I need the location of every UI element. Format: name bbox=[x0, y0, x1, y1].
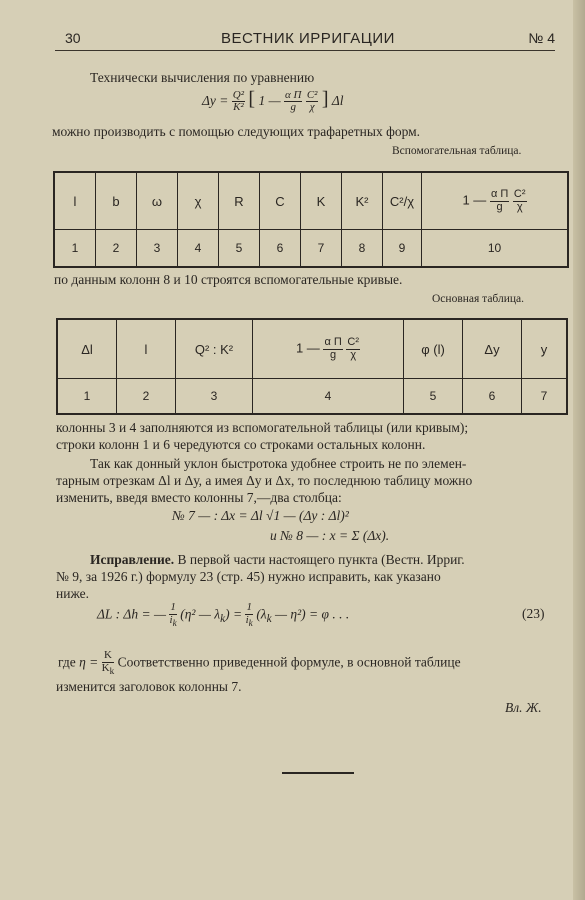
eta-note: Соответственно приведенной формуле, в основной таблице bbox=[117, 654, 461, 670]
correction-line1 bbox=[90, 552, 465, 568]
main-col-number: 5 bbox=[404, 379, 463, 415]
main-col-number: 3 bbox=[176, 379, 253, 415]
main-col-header: φ (l) bbox=[404, 319, 463, 379]
main-col4-prefix: 1 — bbox=[295, 340, 320, 356]
main-col-header: Δy bbox=[463, 319, 522, 379]
final-line: изменится заголовок колонны 7. bbox=[56, 679, 242, 694]
para1-line2: строки колонн 1 и 6 чередуются со строками остальных колонн. bbox=[56, 437, 426, 452]
main-col-header: y bbox=[522, 319, 568, 379]
main-col-number: 4 bbox=[253, 379, 404, 415]
aux-col-number: 10 bbox=[422, 230, 569, 268]
aux-col-header: K² bbox=[342, 172, 383, 230]
issue-number: № 4 bbox=[528, 30, 555, 46]
main-col-header: l bbox=[117, 319, 176, 379]
formula-col8: и № 8 — : x = Σ (Δx). bbox=[270, 528, 390, 543]
aux-col-number: 1 bbox=[54, 230, 96, 268]
aux-col-number: 9 bbox=[383, 230, 422, 268]
aux-col-header: R bbox=[219, 172, 260, 230]
aux-col-number: 7 bbox=[301, 230, 342, 268]
aux-number-row bbox=[54, 230, 568, 268]
correction-line1-text: В первой части настоящего пункта (Вестн. Ирриг. bbox=[174, 552, 465, 567]
aux-col-number: 8 bbox=[342, 230, 383, 268]
formula-col7: № 7 — : Δx = Δl √1 — (Δy : Δl)² bbox=[172, 508, 349, 523]
aux-col-header-10: 1 — $\frac{\text{α Π}}{g}$ $\frac{\text{C²}}{\chi}$ bbox=[422, 172, 569, 230]
main-col-header: Δl bbox=[57, 319, 117, 379]
aux-col-number: 3 bbox=[137, 230, 178, 268]
aux-col-header: K bbox=[301, 172, 342, 230]
after-aux-line: по данным колонн 8 и 10 строятся вспомогательные кривые. bbox=[54, 272, 403, 287]
correction-line3: ниже. bbox=[56, 586, 89, 601]
para2-line1: Так как донный уклон быстротока удобнее строить не по элемен- bbox=[90, 456, 467, 471]
main-col-number: 1 bbox=[57, 379, 117, 415]
correction-heading: Исправление. bbox=[90, 552, 175, 567]
aux-col-header: ω bbox=[137, 172, 178, 230]
para1-line1: колонны 3 и 4 заполняются из вспомогательной таблицы (или кривым); bbox=[56, 420, 469, 435]
aux-col-number: 2 bbox=[96, 230, 137, 268]
running-header bbox=[55, 28, 555, 51]
aux-col-number: 6 bbox=[260, 230, 301, 268]
auxiliary-table bbox=[53, 171, 569, 268]
main-col-number: 2 bbox=[117, 379, 176, 415]
main-table-caption: Основная таблица. bbox=[432, 293, 525, 305]
aux-col-header: b bbox=[96, 172, 137, 230]
aux-col-number: 5 bbox=[219, 230, 260, 268]
correction-line2: № 9, за 1926 г.) формулу 23 (стр. 45) нужно исправить, как указано bbox=[56, 569, 441, 584]
page-number: 30 bbox=[65, 30, 81, 46]
where-word: где bbox=[58, 654, 76, 670]
journal-title: ВЕСТНИК ИРРИГАЦИИ bbox=[221, 30, 395, 47]
equation-23-number: (23) bbox=[522, 606, 545, 621]
author-signature: Вл. Ж. bbox=[505, 700, 542, 715]
main-col-header-4: 1 — $\frac{\text{α Π}}{g}$ $\frac{\text{C²}}{\chi}$ bbox=[253, 319, 404, 379]
para2-line3: изменить, введя вместо колонны 7,—два столбца: bbox=[56, 490, 342, 505]
aux-col-header: C bbox=[260, 172, 301, 230]
aux-col-header: C²/χ bbox=[383, 172, 422, 230]
equation-23: ΔL : Δh = — $\frac{1}{i_k}$ (η² — $\lambda_k$) = $\frac{1}{i_k}$ ($\lambda_k$ — η²) = φ . . . bbox=[97, 601, 350, 628]
end-rule bbox=[282, 772, 354, 774]
page-edge-shadow bbox=[573, 0, 585, 900]
main-header-row bbox=[57, 319, 567, 379]
main-number-row bbox=[57, 379, 567, 415]
after-formula-line: можно производить с помощью следующих трафаретных форм. bbox=[52, 124, 421, 139]
aux-col10-prefix: 1 — bbox=[462, 192, 487, 208]
main-col-number: 7 bbox=[522, 379, 568, 415]
para2-line2: тарным отрезкам Δl и Δу, а имея Δу и Δx, то последнюю таблицу можно bbox=[56, 473, 473, 488]
main-col-header: Q² : K² bbox=[176, 319, 253, 379]
aux-header-row bbox=[54, 172, 568, 230]
main-equation: Δy = $\frac{\text{Q²}}{\text{K²}}$ [ 1 — $\frac{\text{α Π}}{g}$ $\frac{\text{C²}}{\chi}$ ] Δl bbox=[202, 88, 344, 114]
main-table bbox=[56, 318, 568, 415]
aux-table-caption: Вспомогательная таблица. bbox=[392, 145, 522, 157]
aux-col-header: l bbox=[54, 172, 96, 230]
intro-line: Технически вычисления по уравнению bbox=[90, 70, 315, 85]
aux-col-number: 4 bbox=[178, 230, 219, 268]
aux-col-header: χ bbox=[178, 172, 219, 230]
eta-definition-line: где η = $\frac{K}{K_k}$ Соответственно приведенной формуле, в основной таблице bbox=[58, 649, 461, 676]
main-col-number: 6 bbox=[463, 379, 522, 415]
